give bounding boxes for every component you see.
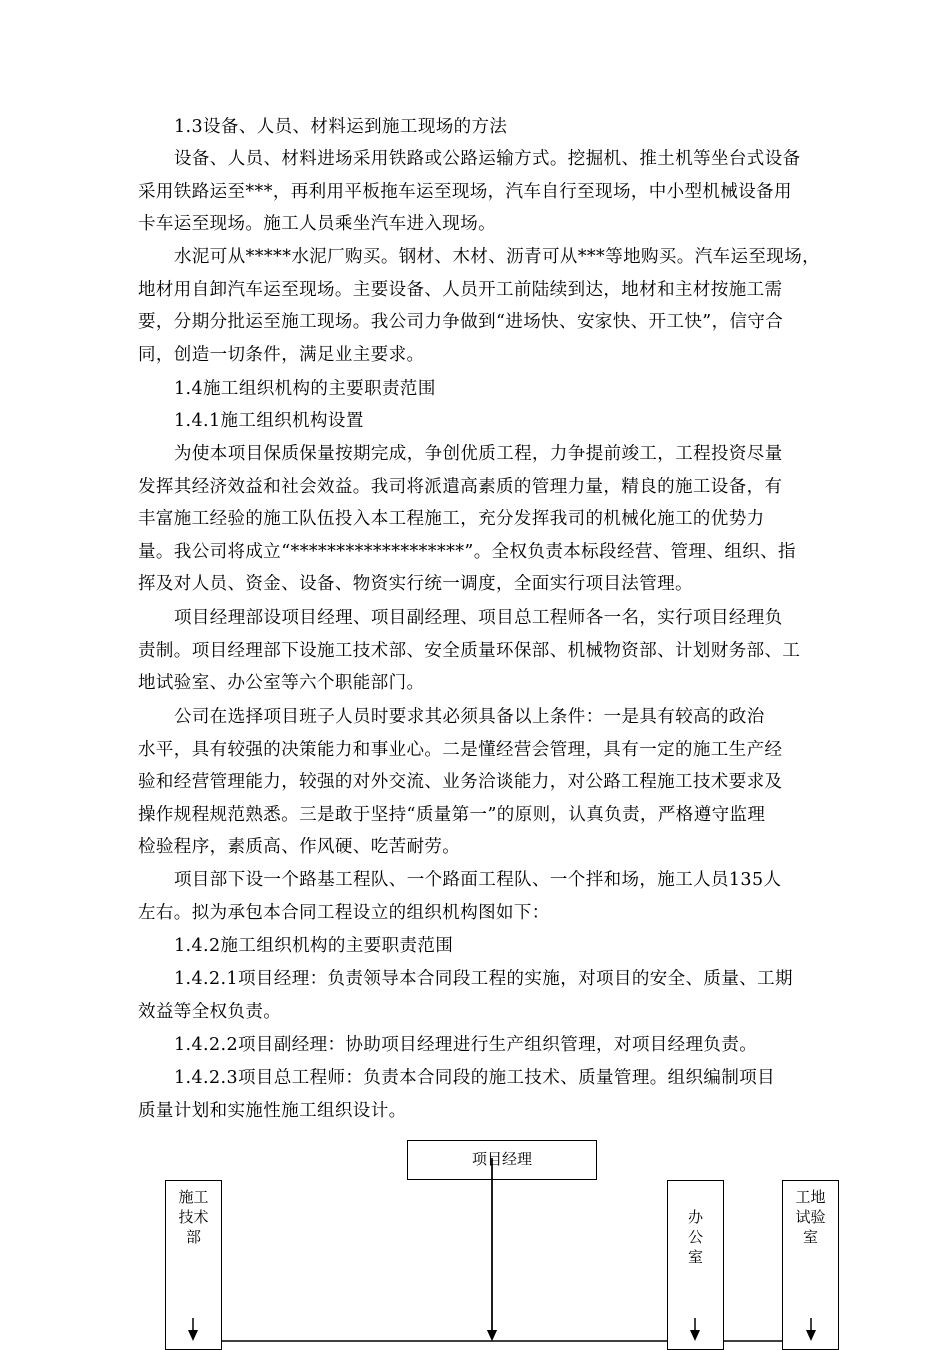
text-line: 采用铁路运至***，再利用平板拖车运至现场，汽车自行至现场，中小型机械设备用 xyxy=(138,181,792,202)
org-label: 室 xyxy=(802,1228,818,1246)
org-label: 项目经理 xyxy=(471,1150,532,1168)
org-label: 室 xyxy=(687,1248,703,1266)
text-line: 水泥可从*****水泥厂购买。钢材、木材、沥青可从***等地购买。汽车运至现场， xyxy=(174,247,820,267)
text-line: 项目经理部设项目经理、项目副经理、项目总工程师各一名，实行项目经理负 xyxy=(174,608,783,628)
text-line: 为使本项目保质保量按期完成，争创优质工程，力争提前竣工，工程投资尽量 xyxy=(174,444,783,464)
text-line: 同，创造一切条件，满足业主要求。 xyxy=(138,344,425,365)
text-line: 左右。拟为承包本合同工程设立的组织机构图如下： xyxy=(138,902,550,923)
text-line: 量。我公司将成立“*******************”。全权负责本标段经营、管理、组织、指 xyxy=(138,541,796,562)
text-line: 效益等全权负责。 xyxy=(138,1001,282,1022)
org-label: 办 xyxy=(687,1208,703,1226)
text-line: 地材用自卸汽车运至现场。主要设备、人员开工前陆续到达，地材和主材按施工需 xyxy=(138,279,783,300)
heading-1-4: 1.4施工组织机构的主要职责范围 xyxy=(174,379,436,399)
text-line: 要，分期分批运至施工现场。我公司力争做到“进场快、安家快、开工快”，信守合 xyxy=(138,312,784,332)
text-line: 地试验室、办公室等六个职能部门。 xyxy=(138,673,425,693)
org-label: 技术 xyxy=(178,1208,209,1226)
text-line: 挥及对人员、资金、设备、物资实行统一调度，全面实行项目法管理。 xyxy=(138,574,693,594)
org-label: 公 xyxy=(687,1228,703,1246)
text-line: 验和经营管理能力，较强的对外交流、业务洽谈能力，对公路工程施工技术要求及 xyxy=(138,772,783,792)
text-line: 1.4.2.2项目副经理：协助项目经理进行生产组织管理，对项目经理负责。 xyxy=(174,1035,758,1055)
text-line: 项目部下设一个路基工程队、一个路面工程队、一个拌和场，施工人员135人 xyxy=(174,870,782,890)
text-line: 1.4.2.1项目经理：负责领导本合同段工程的实施，对项目的安全、质量、工期 xyxy=(174,969,793,989)
text-line: 责制。项目经理部下设施工技术部、安全质量环保部、机械物资部、计划财务部、工 xyxy=(138,640,801,661)
text-line: 发挥其经济效益和社会效益。我司将派遣高素质的管理力量，精良的施工设备，有 xyxy=(138,476,783,497)
text-line: 检验程序，素质高、作风硬、吃苦耐劳。 xyxy=(138,837,461,857)
text-line: 操作规程规范熟悉。三是敢于坚持“质量第一”的原则，认真负责，严格遵守监理 xyxy=(138,804,766,825)
heading-1-3: 1.3设备、人员、材料运到施工现场的方法 xyxy=(174,117,508,137)
text-line: 公司在选择项目班子人员时要求其必须具备以上条件：一是具有较高的政治 xyxy=(174,707,765,727)
org-label: 试验 xyxy=(795,1208,826,1226)
heading-1-4-1: 1.4.1施工组织机构设置 xyxy=(174,411,364,431)
text-line: 水平，具有较强的决策能力和事业心。二是懂经营会管理，具有一定的施工生产经 xyxy=(138,739,783,760)
org-label: 施工 xyxy=(178,1188,209,1206)
heading-1-4-2: 1.4.2施工组织机构的主要职责范围 xyxy=(174,936,454,956)
text-line: 卡车运至现场。施工人员乘坐汽车进入现场。 xyxy=(138,214,496,234)
text-line: 1.4.2.3项目总工程师：负责本合同段的施工技术、质量管理。组织编制项目 xyxy=(174,1068,776,1088)
org-label: 部 xyxy=(185,1228,201,1246)
text-line: 质量计划和实施性施工组织设计。 xyxy=(138,1100,407,1121)
org-label: 工地 xyxy=(795,1188,826,1206)
text-line: 设备、人员、材料进场采用铁路或公路运输方式。挖掘机、推土机等坐台式设备 xyxy=(174,149,801,169)
text-line: 丰富施工经验的施工队伍投入本工程施工，充分发挥我司的机械化施工的优势力 xyxy=(138,509,765,529)
